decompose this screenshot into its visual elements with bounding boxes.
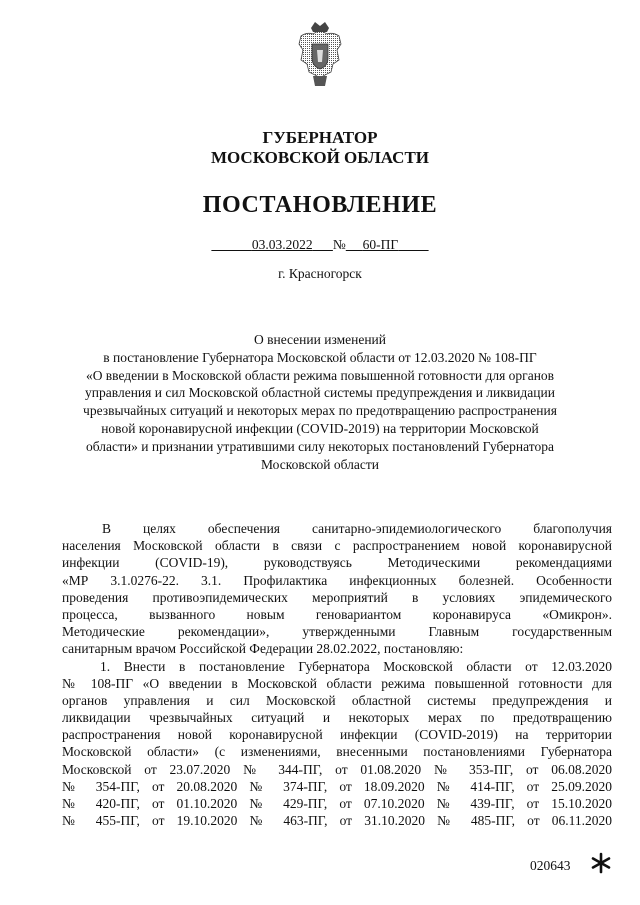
- paragraph-line: № 354-ПГ, от 20.08.2020 № 374-ПГ, от 18.09.2020 № 414-ПГ, от 25.09.2020: [62, 778, 612, 794]
- title-line: Московской области: [260, 456, 379, 472]
- document-date: 03.03.2022: [251, 237, 313, 252]
- paragraph-line: населения Московской области в связи с распространением новой коронавирусной: [62, 538, 612, 554]
- title-line: новой коронавирусной инфекции (COVID-2019) на территории Московской: [101, 420, 539, 436]
- paragraph-line: Московской от 23.07.2020 № 344-ПГ, от 01.08.2020 № 353-ПГ, от 06.08.2020: [62, 761, 612, 777]
- paragraph-line: № 455-ПГ, от 19.10.2020 № 463-ПГ, от 31.10.2020 № 485-ПГ, от 06.11.2020: [62, 813, 612, 829]
- title-line: чрезвычайных ситуаций и некоторых мерах по предотвращению распространения: [83, 403, 557, 419]
- paragraph-line: проведения противоэпидемических мероприятий в условиях эпидемического: [62, 589, 612, 605]
- paragraph-line: ликвидации чрезвычайных ситуаций и некоторых мерах по предотвращению: [62, 710, 612, 726]
- paragraph-line: 1. Внести в постановление Губернатора Московской области от 12.03.2020: [100, 658, 612, 674]
- paragraph-line: № 108-ПГ «О введении в Московской области режима повышенной готовности для: [62, 675, 612, 691]
- paragraph-line: процесса, вызванного новым геновариантом коронавируса «Омикрон».: [62, 606, 612, 622]
- issuer-title: ГУБЕРНАТОР: [262, 128, 378, 147]
- paragraph-line: В целях обеспечения санитарно-эпидемиологического благополучия: [102, 521, 612, 536]
- title-line: в постановление Губернатора Московской области от 12.03.2020 № 108-ПГ: [103, 349, 537, 365]
- title-line: управления и сил Московской областной системы предупреждения и ликвидации: [85, 385, 555, 401]
- document-title: [60, 331, 580, 473]
- document-number: 60-ПГ: [362, 237, 399, 252]
- paragraph-line: № 420-ПГ, от 01.10.2020 № 429-ПГ, от 07.10.2020 № 439-ПГ, от 15.10.2020: [62, 796, 612, 811]
- title-line: О внесении изменений: [253, 332, 387, 347]
- date-number-line: [0, 237, 640, 253]
- coat-of-arms-icon: [293, 20, 347, 88]
- title-line: области» и признании утратившими силу некоторых постановлений Губернатора: [86, 438, 554, 454]
- paragraph-line: «МР 3.1.0276-22. 3.1. Профилактика инфекционных болезней. Особенности: [62, 572, 612, 588]
- paragraph-line: инфекции (COVID-19), руководствуясь Методическими рекомендациями: [62, 555, 612, 571]
- paragraph-last-line: санитарным врачом Российской Федерации 28.02.2022, постановляю:: [62, 641, 464, 657]
- paragraph-line: органов управления и сил Московской областной системы предупреждения и: [62, 692, 612, 708]
- paragraph-line: распространения новой коронавирусной инфекции (COVID-2019) на территории: [62, 727, 612, 743]
- city: г. Красногорск: [278, 266, 362, 281]
- paragraph-line: Методические рекомендации», утвержденными Главным государственным: [62, 624, 612, 640]
- issuer-region: МОСКОВСКОЙ ОБЛАСТИ: [210, 148, 430, 167]
- document-body: [62, 520, 612, 829]
- paragraph-line: Московской области» (с изменениями, внесенными постановлениями Губернатора: [62, 744, 612, 760]
- document-type: ПОСТАНОВЛЕНИЕ: [202, 192, 438, 218]
- number-sign: №: [332, 237, 346, 252]
- asterisk-icon: [590, 852, 612, 874]
- title-line: «О введении в Московской области режима повышенной готовности для органов: [85, 367, 555, 383]
- serial-number: 020643: [530, 858, 571, 873]
